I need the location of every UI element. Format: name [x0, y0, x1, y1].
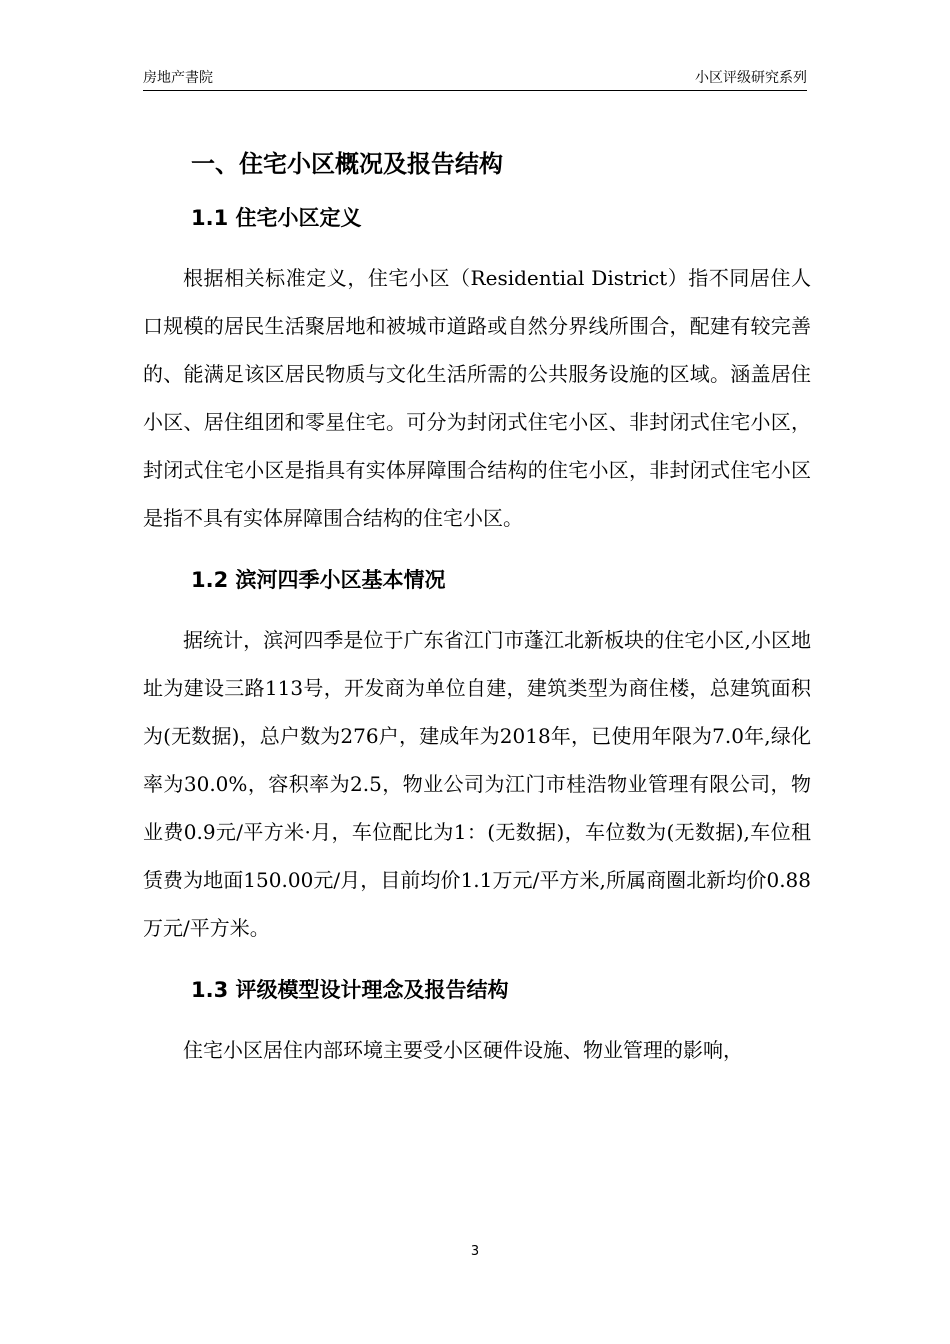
chapter-title: 一、住宅小区概况及报告结构: [191, 150, 503, 178]
section-paragraph-1-3: 住宅小区居住内部环境主要受小区硬件设施、物业管理的影响，: [183, 1038, 743, 1062]
page-number: 3: [470, 1244, 480, 1259]
document-body: [143, 140, 811, 1090]
header-publisher: 房地产書院: [143, 70, 213, 86]
section-paragraph-1-2: 据统计，滨河四季是位于广东省江门市蓬江北新板块的住宅小区,小区地址为建设三路113号，开发商为单位自建，建筑类型为商住楼，总建筑面积为(无数据)，总户数为276户，建成年为2018年，已使用年限为7.0年,绿化率为30.0%，容积率为2.5，物业公司为江门市桂浩物业管理有限公司，物业费0.9元/平方米·月，车位配比为1：(无数据)，车位数为(无数据),车位租赁费为地面150.00元/月，目前均价1.1万元/平方米,所属商圈北新均价0.88万元/平方米。: [143, 628, 811, 940]
section-paragraph-1-1: 根据相关标准定义，住宅小区（Residential District）指不同居住人口规模的居民生活聚居地和被城市道路或自然分界线所围合，配建有较完善的、能满足该区居民物质与文化生活所需的公共服务设施的区域。涵盖居住小区、居住组团和零星住宅。可分为封闭式住宅小区、非封闭式住宅小区，封闭式住宅小区是指具有实体屏障围合结构的住宅小区，非封闭式住宅小区是指不具有实体屏障围合结构的住宅小区。: [143, 266, 811, 530]
section-heading-1-1: 1.1 住宅小区定义: [191, 206, 362, 230]
page-header: [143, 66, 807, 91]
section-heading-1-2: 1.2 滨河四季小区基本情况: [191, 568, 446, 592]
header-series-title: 小区评级研究系列: [695, 70, 807, 86]
section-heading-1-3: 1.3 评级模型设计理念及报告结构: [191, 978, 509, 1002]
